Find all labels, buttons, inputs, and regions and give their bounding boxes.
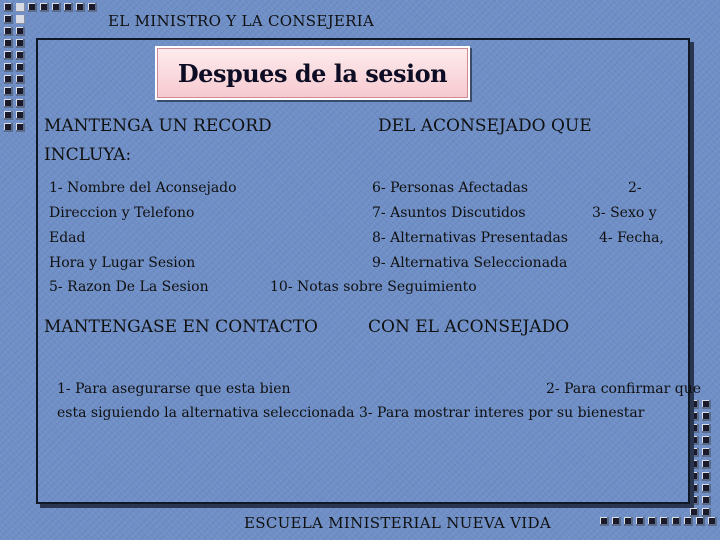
decorative-square bbox=[636, 517, 645, 526]
record-item-1: 1- Nombre del Aconsejado bbox=[49, 180, 237, 196]
decorative-square bbox=[40, 3, 49, 12]
decorative-square bbox=[690, 424, 699, 433]
record-item-4: Hora y Lugar Sesion bbox=[49, 255, 196, 271]
decorative-squares-bottom bbox=[600, 517, 717, 526]
contact-heading-left: MANTENGASE EN CONTACTO bbox=[44, 317, 318, 337]
decorative-square bbox=[4, 87, 13, 96]
decorative-square bbox=[660, 517, 669, 526]
decorative-square bbox=[600, 517, 609, 526]
record-item-right-3: 4- Fecha, bbox=[599, 230, 664, 246]
contact-line2: esta siguiendo la alternativa seleccionada 3- Para mostrar interes por su bienestar bbox=[57, 405, 645, 421]
header-text: EL MINISTRO Y LA CONSEJERIA bbox=[108, 12, 375, 30]
decorative-square bbox=[672, 517, 681, 526]
decorative-square bbox=[648, 517, 657, 526]
decorative-squares-left bbox=[4, 3, 25, 132]
decorative-square bbox=[702, 484, 711, 493]
decorative-square bbox=[16, 39, 25, 48]
decorative-square bbox=[612, 517, 621, 526]
record-item-2: Direccion y Telefono bbox=[49, 205, 195, 221]
title-box bbox=[155, 46, 470, 100]
record-item-3: Edad bbox=[49, 230, 86, 246]
decorative-square bbox=[690, 436, 699, 445]
decorative-square bbox=[4, 111, 13, 120]
record-item-right-2: 3- Sexo y bbox=[592, 205, 657, 221]
record-item-6: 6- Personas Afectadas bbox=[372, 180, 529, 196]
decorative-square bbox=[76, 3, 85, 12]
record-heading-cont: INCLUYA: bbox=[44, 145, 132, 165]
decorative-square bbox=[708, 517, 717, 526]
record-heading-left: MANTENGA UN RECORD bbox=[44, 116, 272, 136]
decorative-square bbox=[702, 400, 711, 409]
decorative-square bbox=[690, 496, 699, 505]
decorative-square bbox=[28, 3, 37, 12]
decorative-square bbox=[16, 75, 25, 84]
decorative-square bbox=[4, 3, 13, 12]
decorative-square bbox=[16, 99, 25, 108]
record-item-7: 7- Asuntos Discutidos bbox=[372, 205, 526, 221]
decorative-square bbox=[690, 400, 699, 409]
record-item-9: 9- Alternativa Seleccionada bbox=[372, 255, 568, 271]
content-frame bbox=[36, 38, 690, 504]
decorative-square bbox=[52, 3, 61, 12]
decorative-square bbox=[624, 517, 633, 526]
decorative-square bbox=[16, 111, 25, 120]
decorative-square bbox=[690, 484, 699, 493]
contact-heading-right: CON EL ACONSEJADO bbox=[368, 317, 570, 337]
decorative-square bbox=[702, 472, 711, 481]
decorative-square bbox=[4, 75, 13, 84]
record-heading-right: DEL ACONSEJADO QUE bbox=[378, 116, 592, 136]
decorative-square bbox=[4, 99, 13, 108]
decorative-square bbox=[702, 496, 711, 505]
contact-line1-left: 1- Para asegurarse que esta bien bbox=[57, 381, 291, 397]
decorative-square bbox=[702, 436, 711, 445]
footer-text: ESCUELA MINISTERIAL NUEVA VIDA bbox=[244, 514, 551, 532]
record-item-right-1: 2- bbox=[628, 180, 642, 196]
decorative-square bbox=[4, 15, 13, 24]
decorative-square bbox=[690, 412, 699, 421]
decorative-square bbox=[16, 87, 25, 96]
decorative-square bbox=[684, 517, 693, 526]
decorative-square bbox=[696, 517, 705, 526]
decorative-square bbox=[16, 27, 25, 36]
decorative-square bbox=[4, 39, 13, 48]
decorative-square bbox=[702, 424, 711, 433]
decorative-square bbox=[702, 508, 711, 517]
record-item-8: 8- Alternativas Presentadas bbox=[372, 230, 568, 246]
decorative-square bbox=[702, 448, 711, 457]
decorative-square bbox=[4, 63, 13, 72]
decorative-square bbox=[690, 508, 699, 517]
slide-title: Despues de la sesion bbox=[177, 58, 448, 88]
decorative-square bbox=[16, 3, 25, 12]
decorative-squares-right bbox=[690, 400, 711, 517]
contact-line1-right: 2- Para confirmar que bbox=[546, 381, 702, 397]
decorative-square bbox=[16, 15, 25, 24]
decorative-square bbox=[690, 472, 699, 481]
decorative-square bbox=[16, 51, 25, 60]
decorative-square bbox=[690, 448, 699, 457]
record-item-5: 5- Razon De La Sesion bbox=[49, 279, 209, 295]
decorative-square bbox=[88, 3, 97, 12]
decorative-square bbox=[4, 51, 13, 60]
decorative-square bbox=[690, 460, 699, 469]
decorative-square bbox=[16, 63, 25, 72]
decorative-square bbox=[702, 412, 711, 421]
decorative-square bbox=[4, 123, 13, 132]
decorative-square bbox=[16, 123, 25, 132]
decorative-square bbox=[4, 27, 13, 36]
decorative-square bbox=[702, 460, 711, 469]
record-item-10: 10- Notas sobre Seguimiento bbox=[270, 279, 477, 295]
decorative-square bbox=[64, 3, 73, 12]
